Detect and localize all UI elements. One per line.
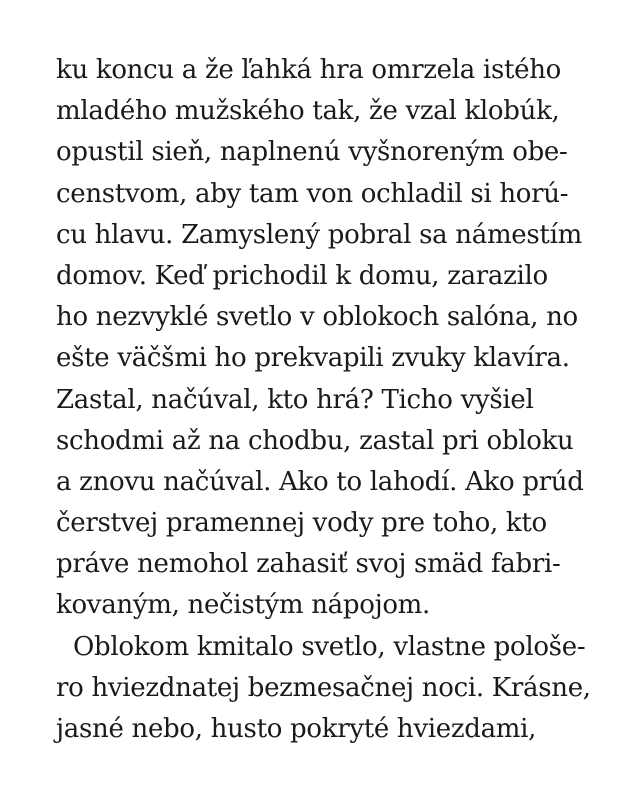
- text-line: práve nemohol zahasiť svoj smäd fabri-: [56, 549, 561, 580]
- text-line: mladého mužského tak, že vzal klobúk,: [56, 96, 560, 127]
- paragraph-1: [56, 50, 596, 627]
- text-line: ešte väčšmi ho prekvapili zvuky klavíra.: [56, 343, 570, 374]
- text-line: kovaným, nečistým nápojom.: [56, 590, 430, 621]
- text-line: schodmi až na chodbu, zastal pri obloku: [56, 425, 574, 456]
- text-line: čerstvej pramennej vody pre toho, kto: [56, 508, 547, 539]
- text-line: jasné nebo, husto pokryté hviezdami,: [56, 714, 537, 744]
- text-line: ku koncu a že ľahká hra omrzela istého: [56, 55, 562, 85]
- paragraph-2: [56, 627, 596, 751]
- text-line: ro hviezdnatej bezmesačnej noci. Krásne,: [56, 672, 591, 703]
- text-line: Zastal, načúval, kto hrá? Ticho vyšiel: [56, 384, 534, 415]
- text-line: opustil sieň, naplnenú vyšnoreným obe-: [56, 137, 568, 168]
- text-line: domov. Keď prichodil k domu, zarazilo: [56, 260, 548, 291]
- text-line: cu hlavu. Zamyslený pobral sa námestím: [56, 219, 582, 250]
- text-line-indented: Oblokom kmitalo svetlo, vlastne pološe-: [73, 631, 586, 662]
- text-line: censtvom, aby tam von ochladil si horú-: [56, 178, 569, 209]
- text-line: ho nezvyklé svetlo v oblokoch salóna, no: [56, 302, 578, 333]
- text-line: a znovu načúval. Ako to lahodí. Ako prúd: [56, 466, 584, 497]
- page-text: [56, 50, 596, 750]
